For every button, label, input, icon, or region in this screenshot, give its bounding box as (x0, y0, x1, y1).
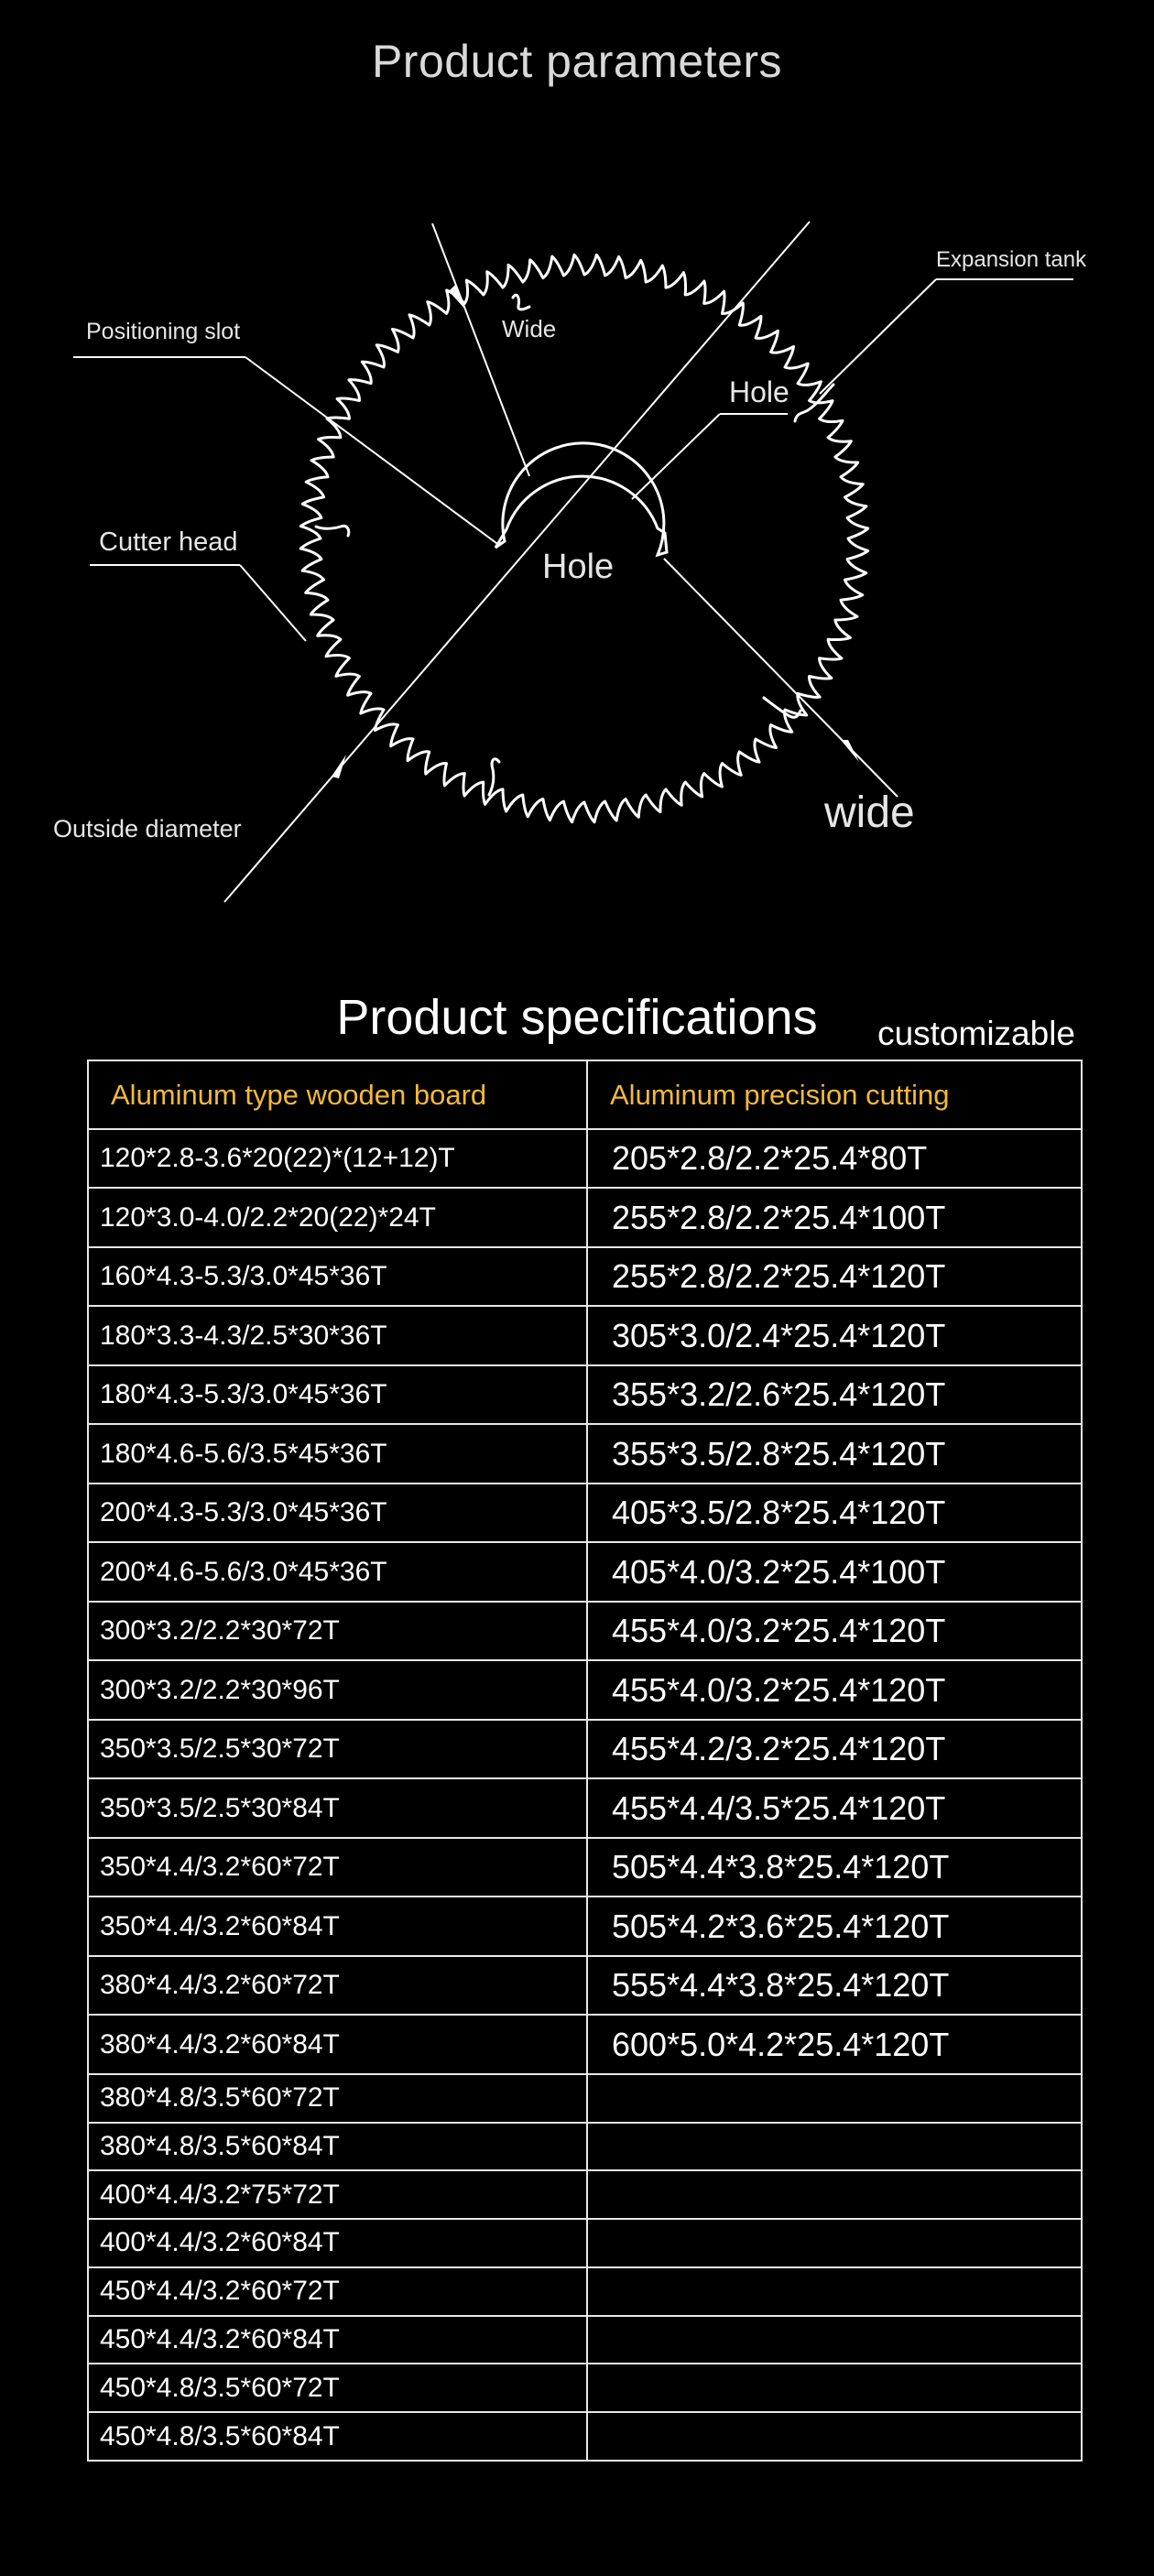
table-row (88, 1602, 1082, 1660)
cell-wooden-board-spec: 400*4.4/3.2*75*72T (88, 2170, 587, 2219)
cell-precision-cutting-spec: 305*3.0/2.4*25.4*120T (587, 1306, 1082, 1364)
expansion-slot-left (316, 526, 349, 536)
cell-precision-cutting-spec (587, 2364, 1082, 2412)
cell-precision-cutting-spec (587, 2123, 1082, 2171)
label-positioning-slot: Positioning slot (86, 319, 241, 344)
cell-wooden-board-spec: 180*3.3-4.3/2.5*30*36T (88, 1306, 587, 1364)
cell-wooden-board-spec: 350*4.4/3.2*60*72T (88, 1838, 587, 1897)
cell-wooden-board-spec: 180*4.3-5.3/3.0*45*36T (88, 1365, 587, 1424)
table-row (88, 1720, 1082, 1778)
table-row (88, 2412, 1082, 2461)
cell-wooden-board-spec: 350*4.4/3.2*60*84T (88, 1897, 587, 1955)
customizable-note: customizable (877, 1015, 1075, 1052)
cell-precision-cutting-spec: 455*4.2/3.2*25.4*120T (587, 1720, 1082, 1778)
label-wide-bottom: wide (824, 788, 915, 837)
expansion-slot-bottom (489, 759, 499, 795)
table-row (88, 1484, 1082, 1542)
label-outside-diameter: Outside diameter (53, 815, 242, 842)
label-expansion-tank: Expansion tank (936, 247, 1087, 272)
specifications-table (87, 1060, 1083, 2462)
cell-precision-cutting-spec: 505*4.4*3.8*25.4*120T (587, 1838, 1082, 1897)
cell-precision-cutting-spec (587, 2267, 1082, 2316)
leader-hole-diag (632, 414, 720, 499)
table-row (88, 2316, 1082, 2364)
cell-wooden-board-spec: 120*3.0-4.0/2.2*20(22)*24T (88, 1188, 587, 1246)
cell-wooden-board-spec: 350*3.5/2.5*30*84T (88, 1778, 587, 1837)
cell-wooden-board-spec: 300*3.2/2.2*30*72T (88, 1602, 587, 1660)
cell-precision-cutting-spec: 455*4.0/3.2*25.4*120T (587, 1660, 1082, 1719)
table-row (88, 1897, 1082, 1955)
cell-wooden-board-spec: 450*4.4/3.2*60*72T (88, 2267, 587, 2316)
cell-precision-cutting-spec: 505*4.2*3.6*25.4*120T (587, 1897, 1082, 1955)
cell-wooden-board-spec: 400*4.4/3.2*60*84T (88, 2219, 587, 2267)
label-cutter-head: Cutter head (99, 527, 238, 557)
cell-precision-cutting-spec: 355*3.2/2.6*25.4*120T (587, 1365, 1082, 1424)
cell-precision-cutting-spec: 455*4.0/3.2*25.4*120T (587, 1602, 1082, 1660)
table-row (88, 2015, 1082, 2073)
table-row (88, 1778, 1082, 1837)
expansion-slot-top (513, 295, 529, 310)
cell-precision-cutting-spec: 205*2.8/2.2*25.4*80T (587, 1129, 1082, 1188)
column-header-wooden-board: Aluminum type wooden board (88, 1060, 587, 1129)
cell-wooden-board-spec: 120*2.8-3.6*20(22)*(12+12)T (88, 1129, 587, 1188)
cell-precision-cutting-spec: 405*4.0/3.2*25.4*100T (587, 1542, 1082, 1601)
cell-precision-cutting-spec (587, 2170, 1082, 2219)
leader-expansion-tank-diag (820, 279, 936, 394)
cell-precision-cutting-spec: 555*4.4*3.8*25.4*120T (587, 1956, 1082, 2015)
cell-wooden-board-spec: 380*4.8/3.5*60*72T (88, 2074, 587, 2123)
table-row (88, 2219, 1082, 2267)
cell-wooden-board-spec: 200*4.3-5.3/3.0*45*36T (88, 1484, 587, 1542)
table-row (88, 1542, 1082, 1601)
arrow-outside-diameter (332, 755, 346, 778)
cell-wooden-board-spec: 380*4.4/3.2*60*72T (88, 1956, 587, 2015)
cell-precision-cutting-spec (587, 2412, 1082, 2461)
table-row (88, 2170, 1082, 2219)
table-row (88, 1306, 1082, 1364)
cell-precision-cutting-spec: 600*5.0*4.2*25.4*120T (587, 2015, 1082, 2073)
saw-blade-diagram (0, 183, 1154, 934)
cell-wooden-board-spec: 350*3.5/2.5*30*72T (88, 1720, 587, 1778)
leader-wide-top (432, 223, 529, 476)
cell-wooden-board-spec: 450*4.8/3.5*60*84T (88, 2412, 587, 2461)
cell-precision-cutting-spec: 455*4.4/3.5*25.4*120T (587, 1778, 1082, 1837)
center-hole-outline (495, 443, 667, 555)
cell-wooden-board-spec: 160*4.3-5.3/3.0*45*36T (88, 1247, 587, 1306)
cell-wooden-board-spec: 380*4.8/3.5*60*84T (88, 2123, 587, 2171)
cell-precision-cutting-spec (587, 2219, 1082, 2267)
table-row (88, 2123, 1082, 2171)
label-hole-center: Hole (542, 548, 615, 586)
page-title: Product parameters (371, 36, 783, 87)
cell-wooden-board-spec: 200*4.6-5.6/3.0*45*36T (88, 1542, 587, 1601)
table-row (88, 1247, 1082, 1306)
label-wide-top: Wide (502, 315, 557, 342)
column-header-precision-cutting: Aluminum precision cutting (587, 1060, 1082, 1129)
table-row (88, 1424, 1082, 1483)
saw-blade-teeth-outline (300, 255, 868, 822)
table-row (88, 2074, 1082, 2123)
cell-precision-cutting-spec: 355*3.5/2.8*25.4*120T (587, 1424, 1082, 1483)
cell-precision-cutting-spec (587, 2316, 1082, 2364)
arrow-wide-bottom (841, 740, 859, 762)
table-row (88, 1838, 1082, 1897)
leader-cutter-head-diag (240, 565, 306, 641)
cell-wooden-board-spec: 450*4.8/3.5*60*72T (88, 2364, 587, 2412)
cell-wooden-board-spec: 380*4.4/3.2*60*84T (88, 2015, 587, 2073)
table-row (88, 1365, 1082, 1424)
specifications-heading: Product specifications (336, 990, 818, 1045)
table-row (88, 1188, 1082, 1246)
cell-wooden-board-spec: 180*4.6-5.6/3.5*45*36T (88, 1424, 587, 1483)
table-row (88, 1956, 1082, 2015)
table-row (88, 2364, 1082, 2412)
cell-precision-cutting-spec (587, 2074, 1082, 2123)
cell-wooden-board-spec: 300*3.2/2.2*30*96T (88, 1660, 587, 1719)
cell-precision-cutting-spec: 405*3.5/2.8*25.4*120T (587, 1484, 1082, 1542)
table-row (88, 2267, 1082, 2316)
table-row (88, 1660, 1082, 1719)
table-header-row (88, 1060, 1082, 1129)
leader-positioning-slot-diag (245, 357, 500, 546)
cell-precision-cutting-spec: 255*2.8/2.2*25.4*120T (587, 1247, 1082, 1306)
table-row (88, 1129, 1082, 1188)
cell-wooden-board-spec: 450*4.4/3.2*60*84T (88, 2316, 587, 2364)
label-hole-small: Hole (729, 375, 789, 408)
cell-precision-cutting-spec: 255*2.8/2.2*25.4*100T (587, 1188, 1082, 1246)
